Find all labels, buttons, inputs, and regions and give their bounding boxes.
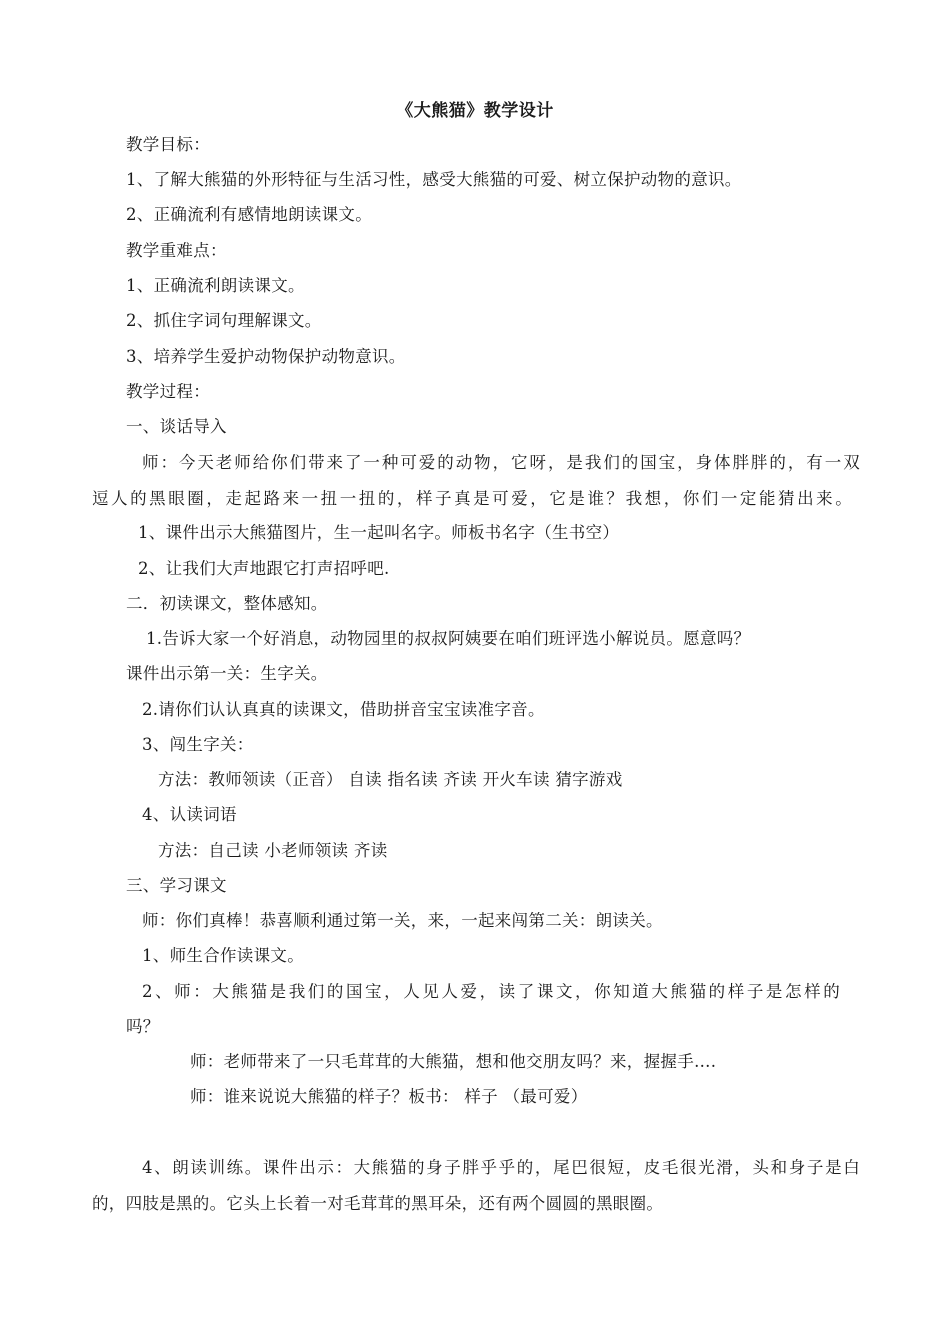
list-item: 1、师生合作读课文。 (142, 946, 304, 965)
objective-item-1: 1、了解大熊猫的外形特征与生活习性，感受大熊猫的可爱、树立保护动物的意识。 (126, 170, 742, 189)
section-heading-key-points: 教学重难点： (126, 241, 227, 260)
method-line: 方法：教师领读（正音） 自读 指名读 齐读 开火车读 猜字游戏 (158, 770, 623, 789)
objective-item-2: 2、正确流利有感情地朗读课文。 (126, 205, 372, 224)
paragraph-line: 师：今天老师给你们带来了一种可爱的动物，它呀，是我们的国宝，身体胖胖的，有一双 (142, 453, 860, 472)
dialogue-line: 师：老师带来了一只毛茸茸的大熊猫，想和他交朋友吗？来，握握手…. (190, 1052, 717, 1071)
list-item: 4、认读词语 (142, 805, 237, 824)
list-item: 2.请你们认认真真的读课文，借助拼音宝宝读准字音。 (142, 700, 545, 719)
step-heading-1: 一、谈话导入 (126, 417, 227, 436)
step-heading-3: 三、学习课文 (126, 876, 227, 895)
method-line: 方法：自己读 小老师领读 齐读 (158, 841, 388, 860)
list-item: 1.告诉大家一个好消息，动物园里的叔叔阿姨要在咱们班评选小解说员。愿意吗？ (146, 629, 751, 648)
key-point-item-2: 2、抓住字词句理解课文。 (126, 311, 322, 330)
paragraph-line: 师：你们真棒！恭喜顺利通过第一关，来，一起来闯第二关：朗读关。 (142, 911, 663, 930)
list-item: 3、闯生字关： (142, 735, 254, 754)
key-point-item-3: 3、培养学生爱护动物保护动物意识。 (126, 347, 406, 366)
paragraph-line: 吗？ (126, 1017, 160, 1036)
step-heading-2: 二．初读课文，整体感知。 (126, 594, 328, 613)
list-item: 2、让我们大声地跟它打声招呼吧. (138, 559, 390, 578)
section-heading-objectives: 教学目标： (126, 135, 210, 154)
paragraph-line: 2、师：大熊猫是我们的国宝，人见人爱，读了课文，你知道大熊猫的样子是怎样的 (142, 982, 840, 1001)
list-item: 1、课件出示大熊猫图片，生一起叫名字。师板书名字（生书空） (138, 523, 620, 542)
paragraph-line: 4、朗读训练。课件出示：大熊猫的身子胖乎乎的，尾巴很短，皮毛很光滑，头和身子是白 (142, 1158, 860, 1177)
paragraph-line: 逗人的黑眼圈，走起路来一扭一扭的，样子真是可爱，它是谁？我想，你们一定能猜出来。 (92, 489, 852, 508)
section-heading-process: 教学过程： (126, 382, 210, 401)
key-point-item-1: 1、正确流利朗读课文。 (126, 276, 305, 295)
paragraph-line: 的，四肢是黑的。它头上长着一对毛茸茸的黑耳朵，还有两个圆圆的黑眼圈。 (92, 1194, 664, 1213)
dialogue-line: 师：谁来说说大熊猫的样子？板书： 样子 （最可爱） (190, 1087, 588, 1106)
paragraph-line: 课件出示第一关：生字关。 (126, 664, 328, 683)
document-title: 《大熊猫》教学设计 (396, 101, 554, 121)
